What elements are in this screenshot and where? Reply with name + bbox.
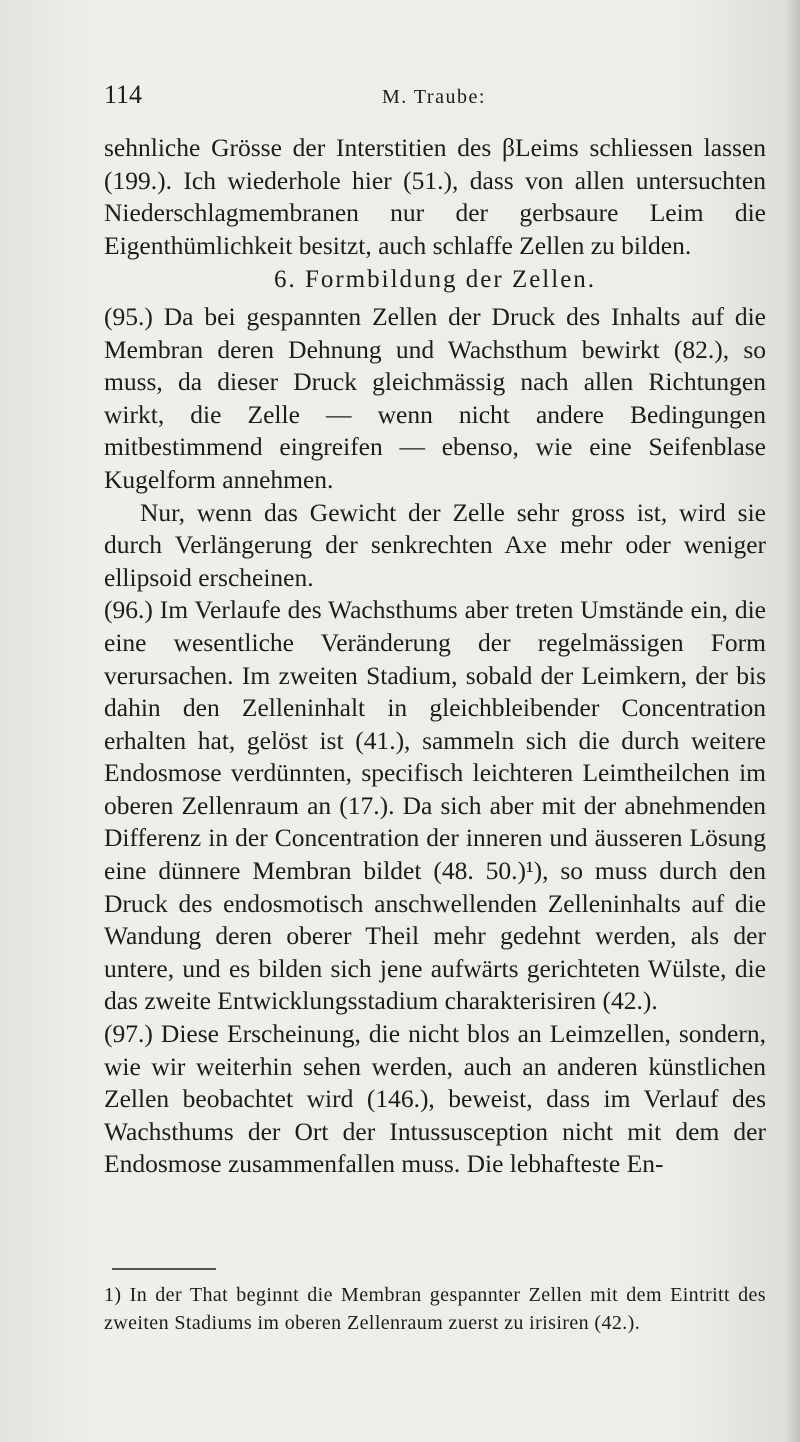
page-edge-shadow [786, 0, 800, 1442]
footnote: 1) In der That beginnt die Membran gespannter Zellen mit dem Eintritt des zweiten Stadiums im oberen Zellenraum zuerst zu irisiren (42.). [104, 1284, 766, 1334]
paragraph-95-continued: Nur, wenn das Gewicht der Zelle sehr gross ist, wird sie durch Verlängerung der senkrechten Axe mehr oder weniger ellipsoid erscheinen. [104, 497, 766, 592]
body-text [104, 132, 766, 1181]
paragraph-95: (95.) Da bei gespannten Zellen der Druck des Inhalts auf die Membran deren Dehnung und Wachsthum bewirkt (82.), so muss, da dieser Druck gleichmässig nach allen Richtungen wirkt, die Zelle — wenn nicht andere Bedingungen mitbestimmend eingreifen — ebenso, wie eine Seifenblase Kugelform annehmen. [104, 301, 766, 494]
paragraph-continuation: sehnliche Grösse der Interstitien des βLeims schliessen lassen (199.). Ich wiederhole hier (51.), dass von allen untersuchten Niederschlagmembranen nur der gerbsaure Leim die Eigenthümlichkeit besitzt, auch schlaffe Zellen zu bilden. [104, 133, 766, 260]
footnote-rule [112, 1268, 216, 1270]
running-head: M. Traube: [382, 86, 486, 108]
page-header [104, 80, 764, 116]
page-number: 114 [104, 80, 143, 109]
paragraph-96: (96.) Im Verlaufe des Wachsthums aber treten Umstände ein, die eine wesentliche Veränderung der regelmässigen Form verursachen. Im zweiten Stadium, sobald der Leimkern, der bis dahin den Zelleninhalt in gleichbleibender Concentration erhalten hat, gelöst ist (41.), sammeln sich die durch weitere Endosmose verdünnten, specifisch leichteren Leimtheilchen im oberen Zellenraum an (17.). Da sich aber mit der abnehmenden Differenz in der Concentration der inneren und äusseren Lösung eine dünnere Membran bildet (48. 50.)¹), so muss durch den Druck des endosmotisch anschwellenden Zelleninhalts auf die Wandung deren oberer Theil mehr gedehnt werden, als der untere, und es bilden sich jene aufwärts gerichteten Wülste, die das zweite Entwicklungsstadium charakterisiren (42.). [104, 595, 766, 1016]
paragraph-97: (97.) Diese Erscheinung, die nicht blos an Leimzellen, sondern, wie wir weiterhin sehen werden, auch an anderen künstlichen Zellen beobachtet wird (146.), beweist, dass im Verlauf des Wachsthums der Ort der Intussusception nicht mit dem der Endosmose zusammenfallen muss. Die lebhafteste En- [104, 1019, 766, 1179]
section-heading: 6. Formbildung der Zellen. [273, 266, 597, 294]
